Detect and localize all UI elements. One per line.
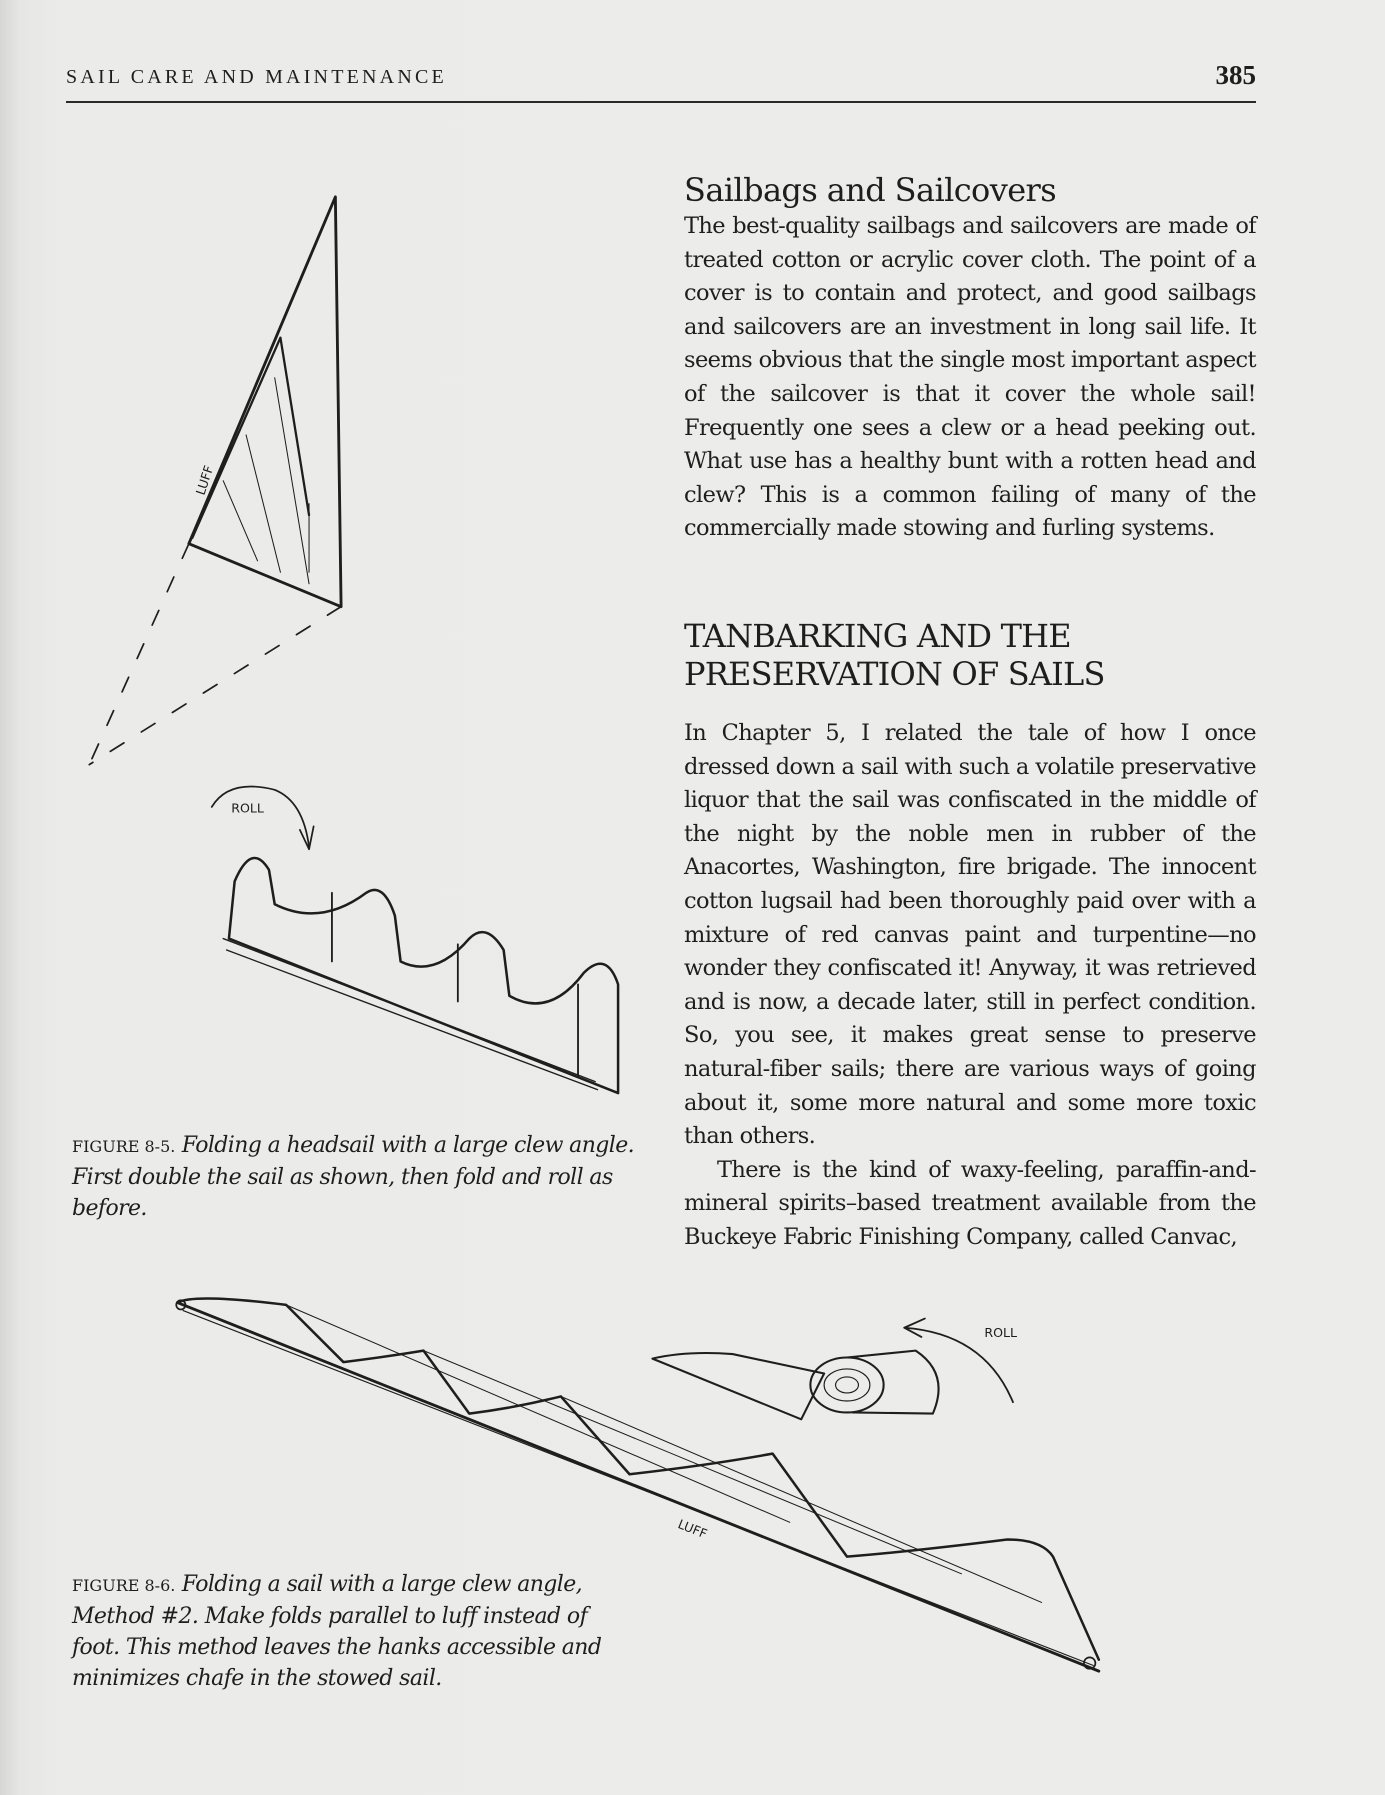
section-heading: TANBARKING AND THE PRESERVATION OF SAILS xyxy=(684,617,1105,693)
section-heading: Sailbags and Sailcovers xyxy=(684,171,1057,209)
figure-8-6-roll-drawing xyxy=(652,1319,1017,1420)
figure-8-5-roll-drawing xyxy=(212,787,618,1094)
body-paragraph: In Chapter 5, I related the tale of how I once dressed down a sail with such a volatile preservative liquor that the sail was confiscated in the middle of the night by the noble men in rubber of the Anacortes, Washington, fire brigade. The innocent cotton lugsail had been thoroughly paid over with a mixture of red canvas paint and turpentine—no wonder they confiscated it! Anyway, it was retrieved and is now, a decade later, still in perfect condition. So, you see, it makes great sense to preserve natural-fiber sails; there are various ways of going about it, some more natural and some more toxic than others. xyxy=(684,720,1256,1150)
figure-label: FIGURE 8-6. xyxy=(72,1576,176,1595)
running-head: SAIL CARE AND MAINTENANCE xyxy=(66,66,447,88)
body-paragraph: There is the kind of waxy-feeling, paraffin-and-mineral spirits–based treatment available from the Buckeye Fabric Finishing Company, called Canvac, xyxy=(684,1156,1256,1250)
luff-label: LUFF xyxy=(675,1516,710,1542)
body-paragraph: The best-quality sailbags and sailcovers are made of treated cotton or acrylic cover cloth. The point of a cover is to contain and protect, and good sailbags and sailcovers are an investment in long sail life. It seems obvious that the single most important aspect of the sailcover is that it cover the whole sail! Frequently one sees a clew or a head peeking out. What use has a healthy bunt with a rotten head and clew? This is a common failing of many of the commercially made stowing and furling systems. xyxy=(684,213,1256,542)
page-number: 385 xyxy=(1215,60,1256,90)
figure-caption-text: Folding a headsail with a large clew angle. First double the sail as shown, then fold and roll as before. xyxy=(72,1133,635,1221)
figure-8-5-doubled-sail-drawing xyxy=(89,197,341,765)
roll-label: ROLL xyxy=(984,1324,1018,1340)
figure-label: FIGURE 8-5. xyxy=(72,1137,176,1156)
figure-8-6-drawing xyxy=(176,1298,1099,1671)
luff-label: LUFF xyxy=(192,463,217,497)
figure-caption-text: Folding a sail with a large clew angle, Method #2. Make folds parallel to luff instead of foot. This method leaves the hanks accessible and minimizes chafe in the stowed sail. xyxy=(72,1572,602,1691)
roll-label: ROLL xyxy=(231,800,264,816)
